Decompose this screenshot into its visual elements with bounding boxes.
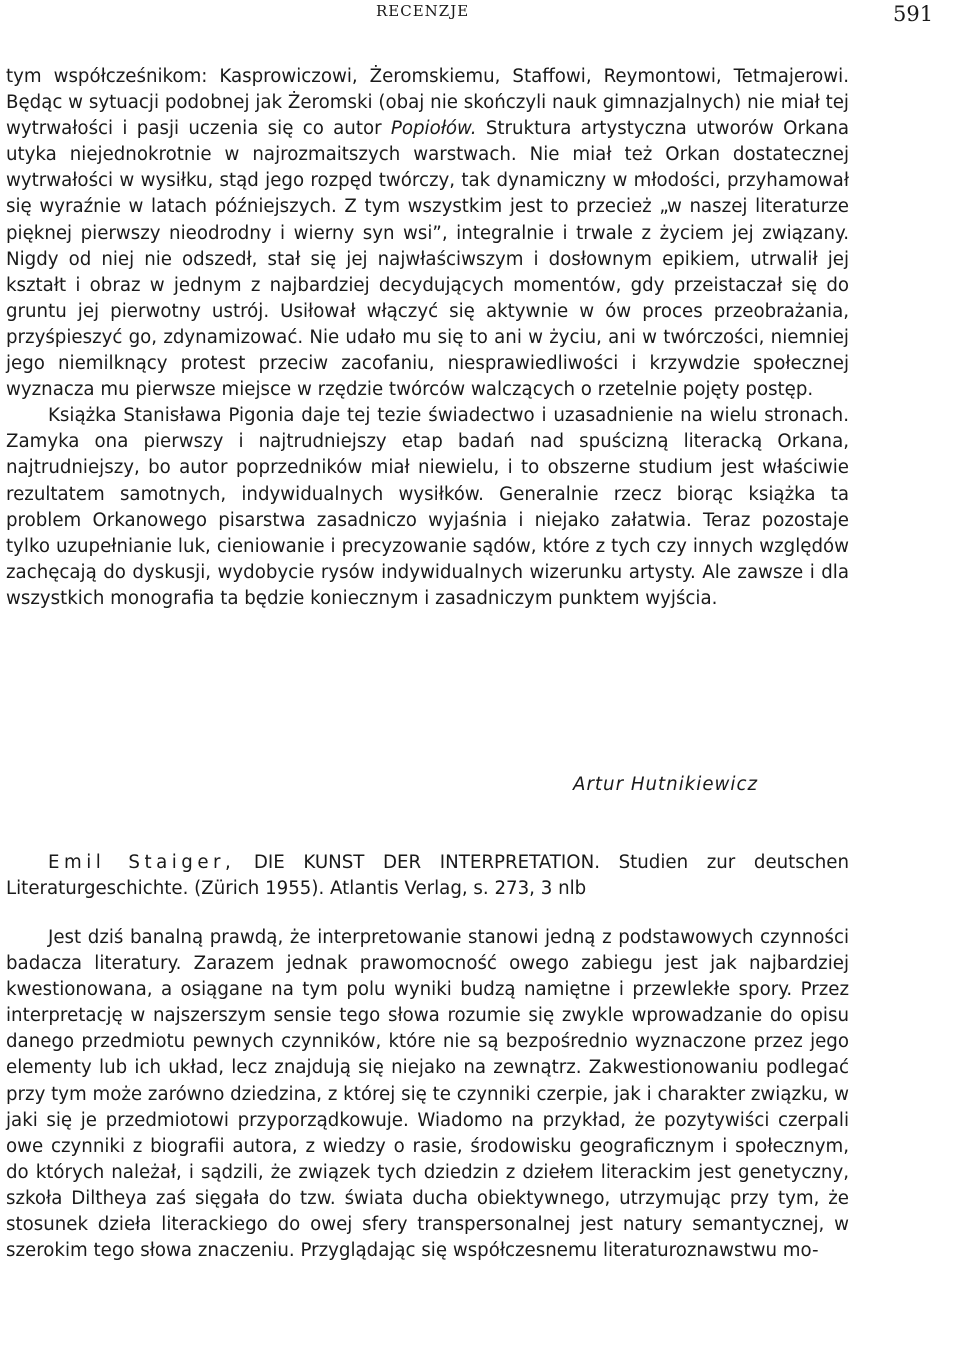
review-one-paragraph-1 [6, 64, 849, 403]
reviewer-signature: Artur Hutnikiewicz [573, 774, 758, 795]
review-one-paragraph-2: Książka Stanisława Pigonia daje tej tezie świadectwo i uzasadnienie na wielu stronach. Zamyka ona pierwszy i najtrudniejszy etap badań nad spuścizną literacką Orkana, najtrudniejszy, bo autor poprzedników miał niewielu, i to obszerne studium jest właściwie rezultatem samotnych, indywidualnych wysiłków. Generalnie rzecz biorąc książka ta problem Orkanowego pisarstwa zasadniczo wyjaśnia i niejako załatwia. Teraz pozostaje tylko uzupełnianie luk, cieniowanie i precyzowanie sądów, które z tych czy innych względów zachęcają do dyskusji, wydobycie rysów indywidualnych wizerunku artysty. Ale zawsze i dla wszystkich monografia ta będzie koniecznym i zasadniczym punktem wyjścia. [6, 405, 849, 609]
review-two-paragraph-1: Jest dziś banalną prawdą, że interpretowanie stanowi jedną z podstawowych czynności badacza literatury. Zarazem jednak prawomocność owego zabiegu jest jak najbardziej kwestionowana, a osiągane na tym polu wyniki budzą namiętne i przewlekłe spory. Przez interpretację w najszerszym sensie tego słowa rozumie się zwykle wprowadzanie do opisu danego przedmiotu pewnych czynników, które nie są bezpośrednio wyznaczone przez jego elementy lub ich układ, lecz znajdują się niejako na zewnątrz. Zakwestionowaniu podlegać przy tym może zarówno dziedzina, z której się te czynniki czerpie, jak i charakter związku, w jaki się je przedmiotowi przyporządkowuje. Wiadomo na przykład, że pozytywiści czerpali owe czynniki z biografii autora, z wiedzy o rasie, środowisku geograficznym i społecznym, do których należał, i sądzili, że związek tych dziedzin z dziełem literackim jest genetyczny, szkoła Diltheya zaś sięgała do tzw. świata ducha obiektywnego, utrzymując przy tym, że stosunek dzieła literackiego do owej sfery transpersonalnej jest natury semantycznej, w szerokim tego słowa znaczeniu. Przyglądając się współczesnemu literaturoznawstwu mo- [6, 927, 849, 1262]
citation-author: Emil Staiger, [48, 852, 236, 873]
bibliographic-citation [6, 850, 849, 902]
running-head: RECENZJE [376, 2, 470, 20]
review-two-text [6, 925, 849, 1264]
paragraph-text: Struktura artystyczna utworów Orkana utyka niejednokrotnie w najrozmaitszych warstwach. Nie miał też Orkan dostatecznej wytrwałości w wysiłku, stąd jego rozpęd twórczy, tak dynamiczny w młodości, przyhamował się wyraźnie w latach późniejszych. Z tym wszystkim jest to przecież „w naszej literaturze pięknej pierwszy nieodrodny i wierny syn wsi”, integralnie i trwale z życiem jej związany. Nigdy od niej nie odszedł, stał się jej najwłaściwszym i dosłownym epikiem, utrwalił jej kształt i obraz w jednym z najbardziej decydujących momentów, gdy przeistaczał się do gruntu jej pierwotny ustrój. Usiłował włączyć się aktywnie w ów proces przeobrażania, przyśpieszyć go, zdynamizować. Nie udało mu się to ani w życiu, ani w twórczości, niemniej jego niemilknący protest przeciw zacofaniu, niesprawiedliwości i krzywdzie społecznej wyznacza mu pierwsze miejsce w rzędzie twórców walczących o rzetelnie pojęty postęp. [6, 118, 849, 401]
paragraph-text: tym współcześnikom: Kasprowiczowi, Żeromskiemu, Staffowi, Reymontowi, Tetmajerowi. Będąc w sytuacji podobnej jak Żeromski (obaj nie skończyli nauk gimnazjalnych) nie miał tej wytrwałości i pasji uczenia się co autor [6, 66, 849, 140]
citation-details: DIE KUNST DER INTERPRETATION. Studien zur deutschen Literaturgeschichte. (Zürich 1955). Atlantis Verlag, s. 273, 3 nlb [6, 852, 850, 900]
book-title-italic: Popiołów. [390, 118, 477, 140]
review-one-text [6, 64, 849, 612]
page-number: 591 [893, 2, 934, 26]
